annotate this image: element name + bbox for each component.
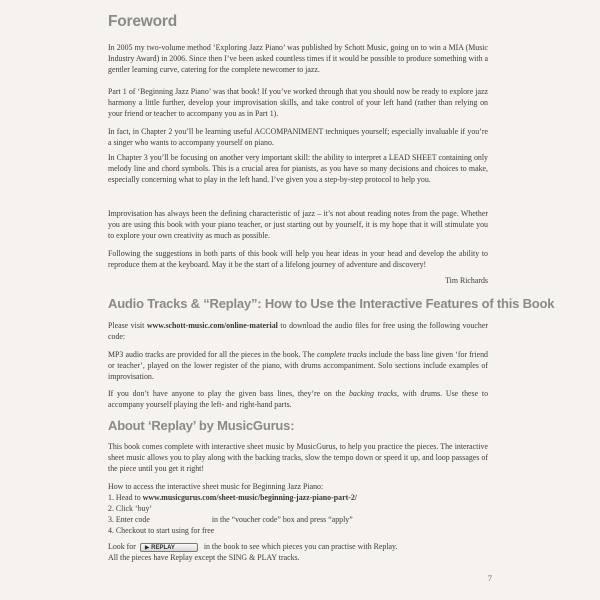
audio-p1-before: Please visit: [108, 321, 147, 330]
step-3-text-before: 3. Enter code: [108, 515, 150, 524]
audio-paragraph-2: [108, 349, 488, 382]
page-number: 7: [487, 573, 492, 583]
audio-tracks-heading: Audio Tracks & “Replay”: How to Use the Interactive Features of this Book: [108, 296, 555, 311]
foreword-paragraph-1: In 2005 my two-volume method ‘Exploring Jazz Piano’ was published by Schott Music, going on to win a MIA (Music Industry Award) in 2006. Since then I’ve been asked countless times if it would be possible to produce something with a gentler learning curve, catering for the complete newcomer to jazz.: [108, 43, 488, 74]
look-for-after: in the book to see which pieces you can practise with Replay.: [203, 542, 398, 551]
foreword-paragraph-2: Part 1 of ‘Beginning Jazz Piano’ was that book! If you’ve worked through that you should now be ready to explore jazz harmony a little further, develop your improvisation skills, and take control of your left hand (rather than relying on your friend or teacher to accompany you as in Part 1).: [108, 87, 488, 118]
foreword-paragraph-3: In fact, in Chapter 2 you’ll be learning useful ACCOMPANIMENT techniques yourself; especially invaluable if you’re a singer who wants to accompany yourself on piano.: [108, 127, 488, 147]
foreword-paragraph-4: In Chapter 3 you’ll be focusing on another very important skill: the ability to interpret a LEAD SHEET containing only melody line and chord symbols. This is a crucial area for pianists, as you have so many decisions and choices to make, especially concerning what to play in the left hand. I’ve given you a step-by-step protocol to help you.: [108, 153, 488, 184]
look-for-line: [108, 541, 488, 552]
schott-online-material-link[interactable]: www.schott-music.com/online-material: [146, 321, 278, 330]
look-for-before: Look for: [108, 542, 136, 551]
audio-paragraph-3: [108, 388, 488, 410]
step-4: 4. Checkout to start using for free: [108, 526, 215, 535]
audio-p3-after: , with drums. Use these to accompany yourself playing the left- and right-hand parts.: [108, 389, 489, 409]
backing-tracks-term: backing tracks: [348, 389, 397, 398]
replay-steps: [108, 481, 488, 563]
foreword-paragraph-5: Improvisation has always been the defining characteristic of jazz – it’s not about reading notes from the page. Whether you are using this book with your piano teacher, or just starting out by yourself, it is my hope that it will stimulate you to explore your own creativity as much as possible.: [108, 209, 488, 240]
audio-paragraph-1: [108, 320, 488, 342]
complete-tracks-term: complete tracks: [316, 350, 367, 359]
replay-steps-intro: How to access the interactive sheet music for Beginning Jazz Piano:: [108, 482, 324, 491]
step-3: [108, 514, 488, 525]
signature: Tim Richards: [445, 276, 488, 285]
replay-heading: About ‘Replay’ by MusicGurus:: [108, 418, 295, 433]
audio-p1-after: to download the audio files for free using the following voucher code:: [108, 321, 488, 341]
replay-paragraph-1: This book comes complete with interactive sheet music by MusicGurus, to help you practice the pieces. The interactive sheet music allows you to play along with the backing tracks, slow the tempo down or speed it up, and loop passages of the piece until you get it right!: [108, 442, 488, 473]
step-3-text-after: in the “voucher code” box and press “apply”: [211, 515, 353, 524]
audio-p3-before: If you don’t have anyone to play the given bass lines, they’re on the: [108, 389, 349, 398]
foreword-paragraph-6: Following the suggestions in both parts of this book will help you hear ideas in your head and develop the ability to reproduce them at the keyboard. May it be the start of a lifelong journey of adventure and discovery!: [108, 249, 488, 269]
musicgurus-link[interactable]: www.musicgurus.com/sheet-music/beginning-jazz-piano-part-2/: [142, 493, 357, 502]
audio-p2-after: include the bass line given ‘for friend or teacher’, played on the lower register of the piano, with drums accompaniment. Solo sections include examples of improvisation.: [108, 350, 488, 381]
step-1-text: 1. Head to: [108, 493, 143, 502]
replay-note: All the pieces have Replay except the SING & PLAY tracks.: [108, 553, 300, 562]
replay-badge: ▶ REPLAY: [140, 543, 198, 552]
foreword-heading: Foreword: [108, 13, 178, 30]
step-2: 2. Click ‘buy’: [108, 504, 153, 513]
audio-p2-before: MP3 audio tracks are provided for all the pieces in the book. The: [108, 350, 317, 359]
step-1: [108, 492, 488, 503]
